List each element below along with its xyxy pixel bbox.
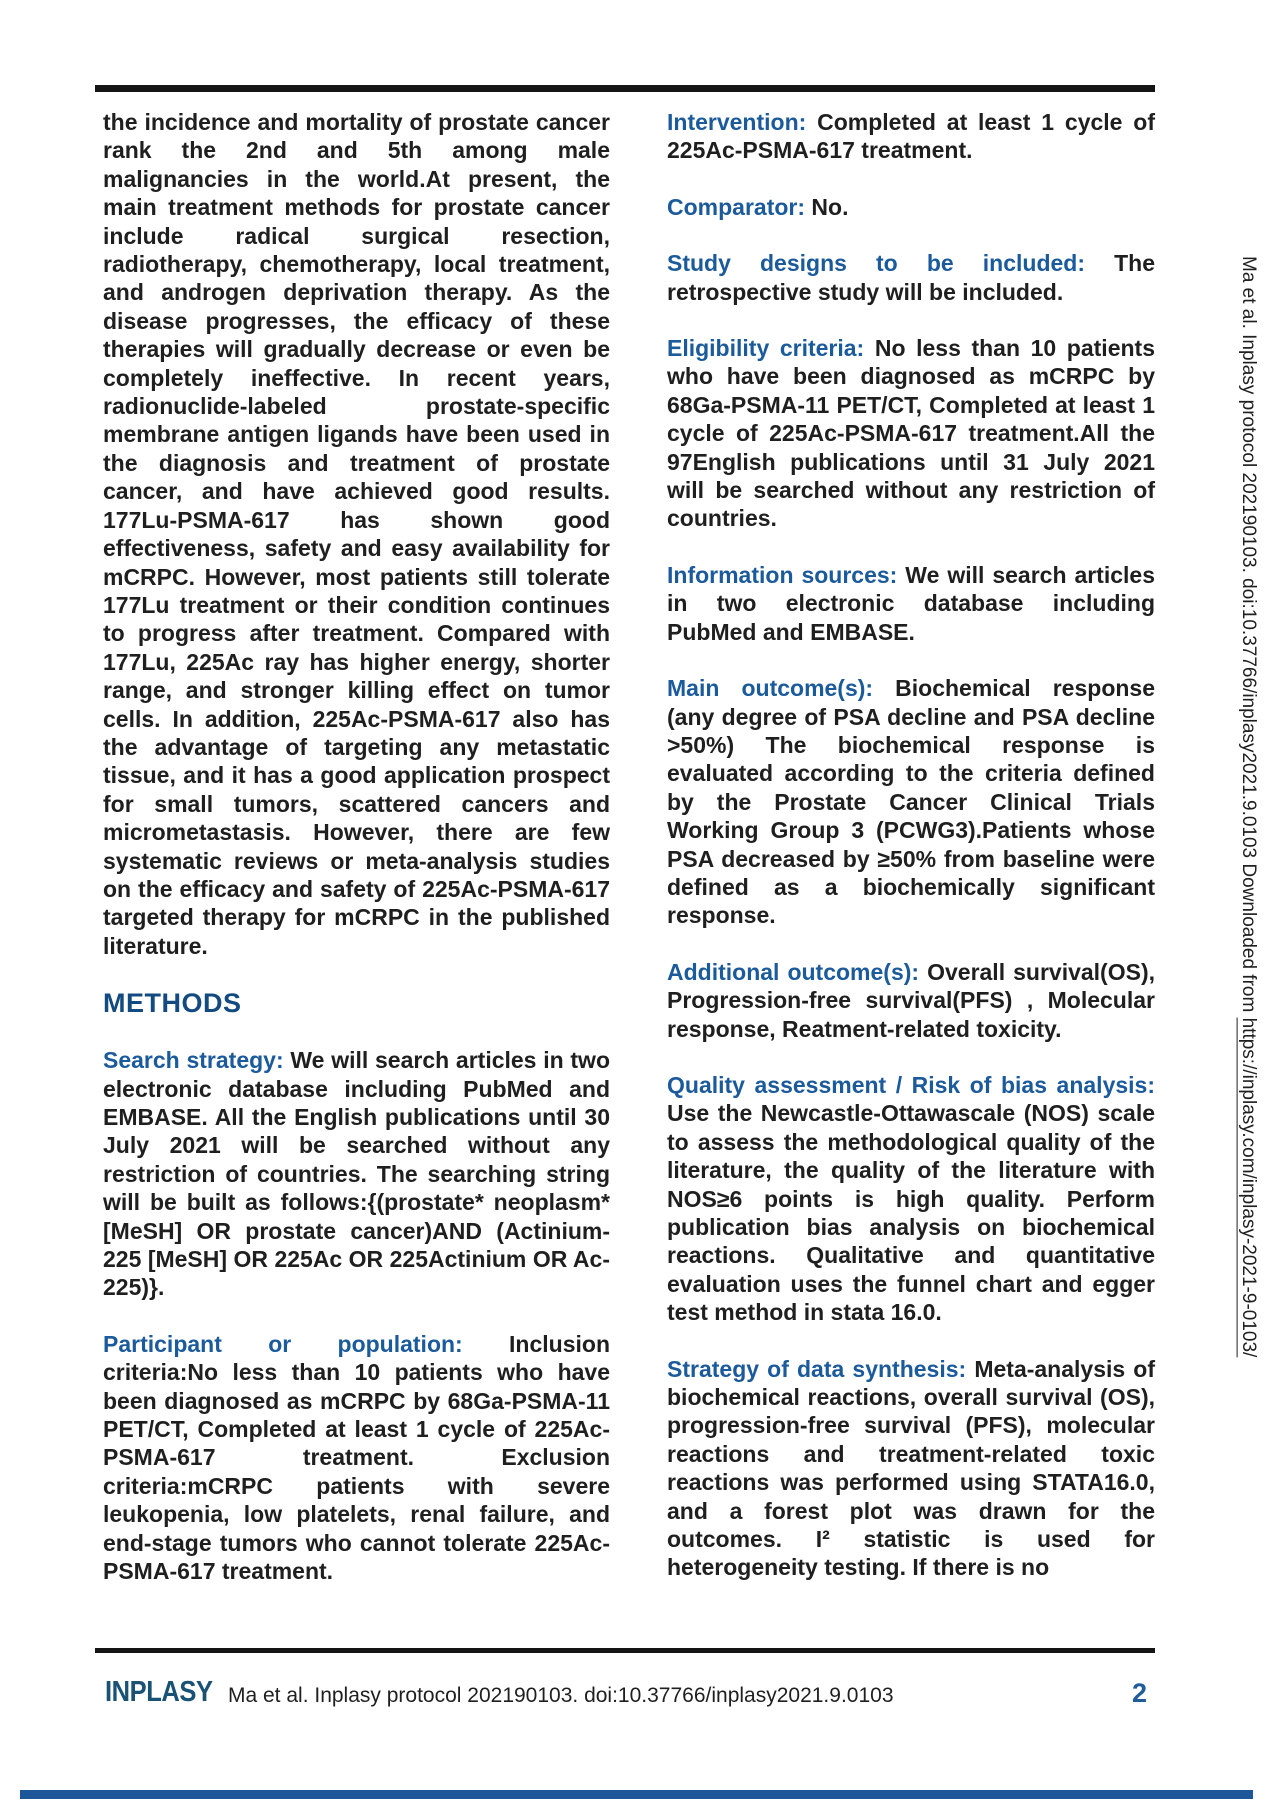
footer-citation: Ma et al. Inplasy protocol 202190103. doi:10.37766/inplasy2021.9.0103: [228, 1684, 894, 1707]
section-text: No less than 10 patients who have been diagnosed as mCRPC by 68Ga-PSMA-11 PET/CT, Completed at least 1 cycle of 225Ac-PSMA-617 treatment.All the 97English publications until 31 July 2021 will be searched without any restriction of countries.: [667, 335, 1155, 532]
section-label: Participant or population:: [103, 1330, 463, 1357]
section-label: Intervention:: [667, 109, 807, 135]
section-text: Overall survival(OS), Progression-free survival(PFS) , Molecular response, Reatment-related toxicity.: [667, 958, 1155, 1042]
intro-paragraph: [103, 108, 610, 960]
section-eligibility-criteria: [667, 334, 1155, 533]
section-label: Study designs to be included:: [667, 250, 1085, 277]
section-label: Information sources:: [667, 561, 898, 588]
section-text: Biochemical response (any degree of PSA decline and PSA decline >50%) The biochemical response is evaluated according to the criteria defined by the Prostate Cancer Clinical Trials Working Group 3 (PCWG3).Patients whose PSA decreased by ≥50% from baseline were defined as a biochemically significant response.: [667, 675, 1155, 929]
footer-rule: [95, 1648, 1155, 1653]
section-label: Strategy of data synthesis:: [667, 1355, 967, 1382]
section-label: Search strategy:: [103, 1047, 284, 1074]
section-label: Additional outcome(s):: [667, 958, 920, 985]
page-content: [103, 108, 1155, 1586]
section-text: Use the Newcastle-Ottawascale (NOS) scale to assess the methodological quality of the literature, the quality of the literature with NOS≥6 points is high quality. Perform publication bias analysis on biochemical reactions. Qualitative and quantitative evaluation uses the funnel chart and egger test method in stata 16.0.: [667, 1100, 1155, 1326]
section-text: We will search articles in two electronic database including PubMed and EMBASE.: [667, 561, 1155, 645]
section-information-sources: [667, 561, 1155, 646]
section-label: Eligibility criteria:: [667, 335, 865, 362]
section-main-outcomes: [667, 674, 1155, 930]
sidebar-citation-text: Ma et al. Inplasy protocol 202190103. doi:10.37766/inplasy2021.9.0103 Downloaded from: [1238, 256, 1259, 1018]
section-text: We will search articles in two electronic database including PubMed and EMBASE. All the English publications until 30 July 2021 will be searched without any restriction of countries. The searching string will be built as follows:{(prostate* neoplasm* [MeSH] OR prostate cancer)AND (Actinium-225 [MeSH] OR 225Ac OR 225Actinium OR Ac-225)}.: [103, 1047, 611, 1301]
section-quality-assessment: [667, 1071, 1155, 1327]
section-text: Inclusion criteria:No less than 10 patients who have been diagnosed as mCRPC by 68Ga-PSMA-11 PET/CT, Completed at least 1 cycle of 225Ac-PSMA-617 treatment. Exclusion criteria:mCRPC patients with severe leukopenia, low platelets, renal failure, and end-stage tumors who cannot tolerate 225Ac-PSMA-617 treatment.: [103, 1330, 610, 1585]
section-participant-population: [103, 1330, 610, 1586]
section-text: Completed at least 1 cycle of 225Ac-PSMA-617 treatment.: [667, 109, 1155, 164]
section-label: Comparator:: [667, 193, 806, 220]
methods-heading: METHODS: [103, 988, 242, 1019]
section-study-designs: [667, 249, 1155, 306]
left-column: [103, 108, 610, 1586]
section-label: Quality assessment / Risk of bias analysis:: [667, 1071, 1155, 1098]
right-column: [667, 108, 1155, 1586]
section-additional-outcomes: [667, 958, 1155, 1043]
section-search-strategy: [103, 1046, 610, 1302]
sidebar-citation: [1238, 256, 1259, 1357]
section-label: Main outcome(s):: [667, 675, 874, 702]
bottom-blue-band: [20, 1790, 1253, 1799]
sidebar-citation-url-link[interactable]: https://inplasy.com/inplasy-2021-9-0103/: [1238, 1017, 1259, 1358]
intro-text: the incidence and mortality of prostate cancer rank the 2nd and 5th among male malignancies in the world.At present, the main treatment methods for prostate cancer include radical surgical resection, radiotherapy, chemotherapy, local treatment, and androgen deprivation therapy. As the disease progresses, the efficacy of these therapies will gradually decrease or even be completely ineffective. In recent years, radionuclide-labeled prostate-specific membrane antigen ligands have been used in the diagnosis and treatment of prostate cancer, and have achieved good results. 177Lu-PSMA-617 has shown good effectiveness, safety and easy availability for mCRPC. However, most patients still tolerate 177Lu treatment or their condition continues to progress after treatment. Compared with 177Lu, 225Ac ray has higher energy, shorter range, and stronger killing effect on tumor cells. In addition, 225Ac-PSMA-617 also has the advantage of targeting any metastatic tissue, and it has a good application prospect for small tumors, scattered cancers and micrometastasis. However, there are few systematic reviews or meta-analysis studies on the efficacy and safety of 225Ac-PSMA-617 targeted therapy for mCRPC in the published literature.: [103, 109, 610, 959]
section-text: No.: [811, 193, 849, 220]
inplasy-logo: INPLASY: [105, 1676, 213, 1708]
section-intervention: [667, 108, 1155, 165]
section-comparator: [667, 193, 1155, 221]
page-number: 2: [1132, 1678, 1148, 1708]
section-strategy-data-synthesis: [667, 1355, 1155, 1582]
section-text: Meta-analysis of biochemical reactions, overall survival (OS), progression-free survival (PFS), molecular reactions and treatment-related toxic reactions was performed using STATA16.0, and a forest plot was drawn for the outcomes. I² statistic is used for heterogeneity testing. If there is no: [667, 1355, 1156, 1581]
top-rule: [95, 85, 1155, 92]
section-text: The retrospective study will be included.: [667, 250, 1155, 305]
